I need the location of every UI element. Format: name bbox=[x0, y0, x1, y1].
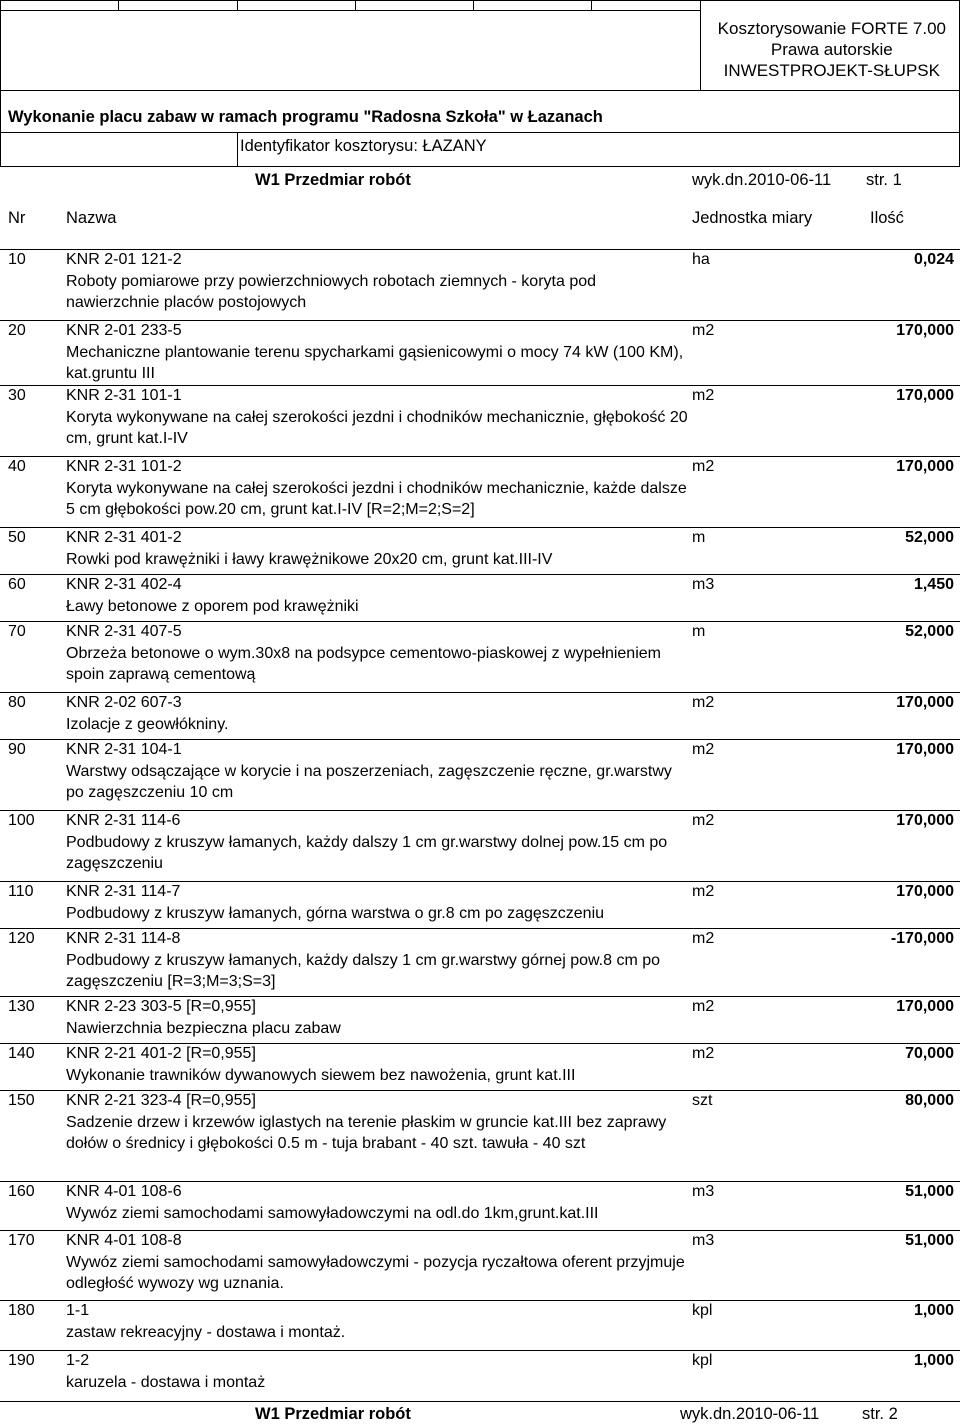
row-unit: m2 bbox=[692, 387, 715, 404]
row-unit: szt bbox=[692, 1092, 713, 1109]
row-code: KNR 2-31 407-5 bbox=[66, 623, 182, 640]
row-unit: m2 bbox=[692, 1045, 715, 1062]
row-unit: m2 bbox=[692, 998, 715, 1015]
estimate-table bbox=[0, 249, 960, 1402]
row-code: KNR 2-21 401-2 [R=0,955] bbox=[66, 1045, 256, 1062]
row-description: Koryta wykonywane na całej szerokości jezdni i chodników mechanicznie, głębokość 20 cm, grunt kat.I-IV bbox=[66, 409, 688, 447]
date-top: wyk.dn.2010-06-11 bbox=[692, 171, 832, 189]
row-code: KNR 2-01 121-2 bbox=[66, 251, 182, 268]
section-title-bottom: W1 Przedmiar robót bbox=[255, 1405, 411, 1423]
table-row bbox=[0, 810, 960, 881]
row-quantity: 70,000 bbox=[905, 1045, 954, 1062]
row-number: 80 bbox=[8, 694, 26, 711]
page-number-top: str. 1 bbox=[866, 171, 902, 189]
row-description: Obrzeża betonowe o wym.30x8 na podsypce cementowo-piaskowej z wypełnieniem spoin zaprawą cementową bbox=[66, 645, 661, 683]
estimate-identifier: Identyfikator kosztorysu: ŁAZANY bbox=[240, 137, 487, 155]
row-description: Koryta wykonywane na całej szerokości jezdni i chodników mechanicznie, każde dalsze 5 cm głębokości pow.20 cm, grunt kat.I-IV [R=2;M=2;S=2] bbox=[66, 480, 687, 518]
column-header-nr: Nr bbox=[8, 209, 26, 227]
row-unit: m2 bbox=[692, 694, 715, 711]
row-unit: m2 bbox=[692, 458, 715, 475]
row-code: KNR 2-31 101-1 bbox=[66, 387, 182, 404]
column-header-unit: Jednostka miary bbox=[692, 209, 813, 227]
row-description: Izolacje z geowłókniny. bbox=[66, 716, 229, 733]
brand-line-3: INWESTPROJEKT-SŁUPSK bbox=[723, 61, 940, 80]
column-header-name: Nazwa bbox=[66, 209, 117, 227]
row-code: KNR 2-31 114-8 bbox=[66, 930, 181, 947]
row-description: Podbudowy z kruszyw łamanych, każdy dalszy 1 cm gr.warstwy górnej pow.8 cm po zagęszczeniu [R=3;M=3;S=3] bbox=[66, 952, 661, 990]
row-code: KNR 2-31 104-1 bbox=[66, 741, 182, 758]
row-code: KNR 2-21 323-4 [R=0,955] bbox=[66, 1092, 256, 1109]
row-unit: m2 bbox=[692, 322, 715, 339]
row-number: 90 bbox=[8, 741, 26, 758]
row-code: KNR 2-31 401-2 bbox=[66, 529, 182, 546]
row-number: 130 bbox=[8, 998, 35, 1015]
brand-line-1: Kosztorysowanie FORTE 7.00 bbox=[717, 19, 946, 38]
software-brand bbox=[718, 18, 946, 81]
row-unit: m bbox=[692, 623, 706, 640]
table-row bbox=[0, 1300, 960, 1350]
column-header-qty: Ilość bbox=[870, 209, 904, 227]
row-description: Ławy betonowe z oporem pod krawężniki bbox=[66, 598, 359, 615]
table-row bbox=[0, 692, 960, 739]
row-code: KNR 4-01 108-8 bbox=[66, 1232, 182, 1249]
brand-line-2: Prawa autorskie bbox=[770, 40, 893, 59]
row-quantity: 52,000 bbox=[905, 529, 954, 546]
row-number: 110 bbox=[8, 883, 34, 900]
row-unit: kpl bbox=[692, 1302, 713, 1319]
row-code: KNR 4-01 108-6 bbox=[66, 1183, 182, 1200]
table-row bbox=[0, 527, 960, 574]
row-code: KNR 2-31 101-2 bbox=[66, 458, 182, 475]
row-description: Wykonanie trawników dywanowych siewem bez nawożenia, grunt kat.III bbox=[66, 1067, 576, 1084]
row-code: 1-1 bbox=[66, 1302, 90, 1319]
row-number: 150 bbox=[8, 1092, 35, 1109]
date-bottom: wyk.dn.2010-06-11 bbox=[680, 1405, 820, 1423]
row-number: 50 bbox=[8, 529, 26, 546]
row-quantity: 170,000 bbox=[896, 458, 954, 475]
table-row bbox=[0, 1350, 960, 1402]
table-row bbox=[0, 1230, 960, 1300]
row-number: 120 bbox=[8, 930, 35, 947]
row-quantity: 1,450 bbox=[913, 576, 954, 593]
row-code: KNR 2-31 402-4 bbox=[66, 576, 182, 593]
row-description: Roboty pomiarowe przy powierzchniowych robotach ziemnych - koryta pod nawierzchnie placów postojowych bbox=[66, 273, 597, 311]
row-quantity: -170,000 bbox=[890, 930, 954, 947]
table-row bbox=[0, 320, 960, 385]
row-number: 40 bbox=[8, 458, 26, 475]
row-quantity: 170,000 bbox=[896, 812, 954, 829]
row-code: KNR 2-31 114-7 bbox=[66, 883, 181, 900]
row-unit: m2 bbox=[692, 930, 715, 947]
row-unit: m3 bbox=[692, 576, 715, 593]
row-number: 70 bbox=[8, 623, 26, 640]
row-number: 160 bbox=[8, 1183, 35, 1200]
row-number: 190 bbox=[8, 1352, 35, 1369]
row-number: 140 bbox=[8, 1045, 35, 1062]
row-number: 10 bbox=[8, 251, 26, 268]
table-row bbox=[0, 1043, 960, 1090]
row-quantity: 170,000 bbox=[896, 883, 954, 900]
row-quantity: 170,000 bbox=[896, 741, 954, 758]
row-description: Warstwy odsączające w korycie i na poszerzeniach, zagęszczenie ręczne, gr.warstwy po zagęszczeniu 10 cm bbox=[66, 763, 672, 801]
table-row bbox=[0, 621, 960, 692]
row-quantity: 51,000 bbox=[905, 1183, 954, 1200]
row-quantity: 170,000 bbox=[896, 387, 954, 404]
page-number-bottom: str. 2 bbox=[862, 1405, 898, 1423]
row-description: Wywóz ziemi samochodami samowyładowczymi na odl.do 1km,grunt.kat.III bbox=[66, 1205, 599, 1222]
table-row bbox=[0, 739, 960, 810]
row-code: KNR 2-23 303-5 [R=0,955] bbox=[66, 998, 256, 1015]
row-quantity: 51,000 bbox=[905, 1232, 954, 1249]
row-code: KNR 2-31 114-6 bbox=[66, 812, 181, 829]
row-description: Mechaniczne plantowanie terenu spycharkami gąsienicowymi o mocy 74 kW (100 KM), kat.gruntu III bbox=[66, 344, 684, 382]
row-description: Podbudowy z kruszyw łamanych, każdy dalszy 1 cm gr.warstwy dolnej pow.15 cm po zagęszczeniu bbox=[66, 834, 668, 872]
row-quantity: 170,000 bbox=[896, 998, 954, 1015]
row-quantity: 0,024 bbox=[913, 251, 954, 268]
row-quantity: 52,000 bbox=[905, 623, 954, 640]
table-row bbox=[0, 249, 960, 320]
table-row bbox=[0, 928, 960, 996]
table-row bbox=[0, 1090, 960, 1181]
row-description: Wywóz ziemi samochodami samowyładowczymi - pozycja ryczałtowa oferent przyjmuje odległość wywozy wg uznania. bbox=[66, 1254, 685, 1292]
row-code: KNR 2-01 233-5 bbox=[66, 322, 182, 339]
row-unit: m2 bbox=[692, 741, 715, 758]
document-title: Wykonanie placu zabaw w ramach programu "Radosna Szkoła" w Łazanach bbox=[8, 108, 603, 126]
row-description: Nawierzchnia bezpieczna placu zabaw bbox=[66, 1020, 341, 1037]
row-code: KNR 2-02 607-3 bbox=[66, 694, 182, 711]
row-quantity: 170,000 bbox=[896, 694, 954, 711]
row-unit: m3 bbox=[692, 1232, 715, 1249]
row-quantity: 1,000 bbox=[913, 1352, 954, 1369]
row-number: 30 bbox=[8, 387, 26, 404]
row-unit: ha bbox=[692, 251, 710, 268]
table-row bbox=[0, 1181, 960, 1230]
row-quantity: 80,000 bbox=[905, 1092, 954, 1109]
row-description: Rowki pod krawężniki i ławy krawężnikowe 20x20 cm, grunt kat.III-IV bbox=[66, 551, 553, 568]
section-title-top: W1 Przedmiar robót bbox=[255, 171, 411, 189]
row-description: zastaw rekreacyjny - dostawa i montaż. bbox=[66, 1324, 346, 1341]
row-number: 180 bbox=[8, 1302, 35, 1319]
row-description: karuzela - dostawa i montaż bbox=[66, 1374, 266, 1391]
row-unit: m2 bbox=[692, 883, 715, 900]
table-row bbox=[0, 881, 960, 928]
row-number: 20 bbox=[8, 322, 26, 339]
row-description: Podbudowy z kruszyw łamanych, górna warstwa o gr.8 cm po zagęszczeniu bbox=[66, 905, 605, 922]
row-number: 100 bbox=[8, 812, 35, 829]
row-unit: m3 bbox=[692, 1183, 715, 1200]
row-number: 60 bbox=[8, 576, 26, 593]
row-number: 170 bbox=[8, 1232, 35, 1249]
row-quantity: 1,000 bbox=[913, 1302, 954, 1319]
table-row bbox=[0, 456, 960, 527]
table-row bbox=[0, 385, 960, 456]
row-quantity: 170,000 bbox=[896, 322, 954, 339]
table-row bbox=[0, 574, 960, 621]
row-description: Sadzenie drzew i krzewów iglastych na terenie płaskim w gruncie kat.III bez zaprawy dołów o średnicy i głębokości 0.5 m - tuja brabant - 40 szt. tawuła - 40 szt bbox=[66, 1114, 667, 1152]
row-code: 1-2 bbox=[66, 1352, 90, 1369]
row-unit: m bbox=[692, 529, 706, 546]
row-unit: m2 bbox=[692, 812, 715, 829]
row-unit: kpl bbox=[692, 1352, 713, 1369]
table-row bbox=[0, 996, 960, 1043]
